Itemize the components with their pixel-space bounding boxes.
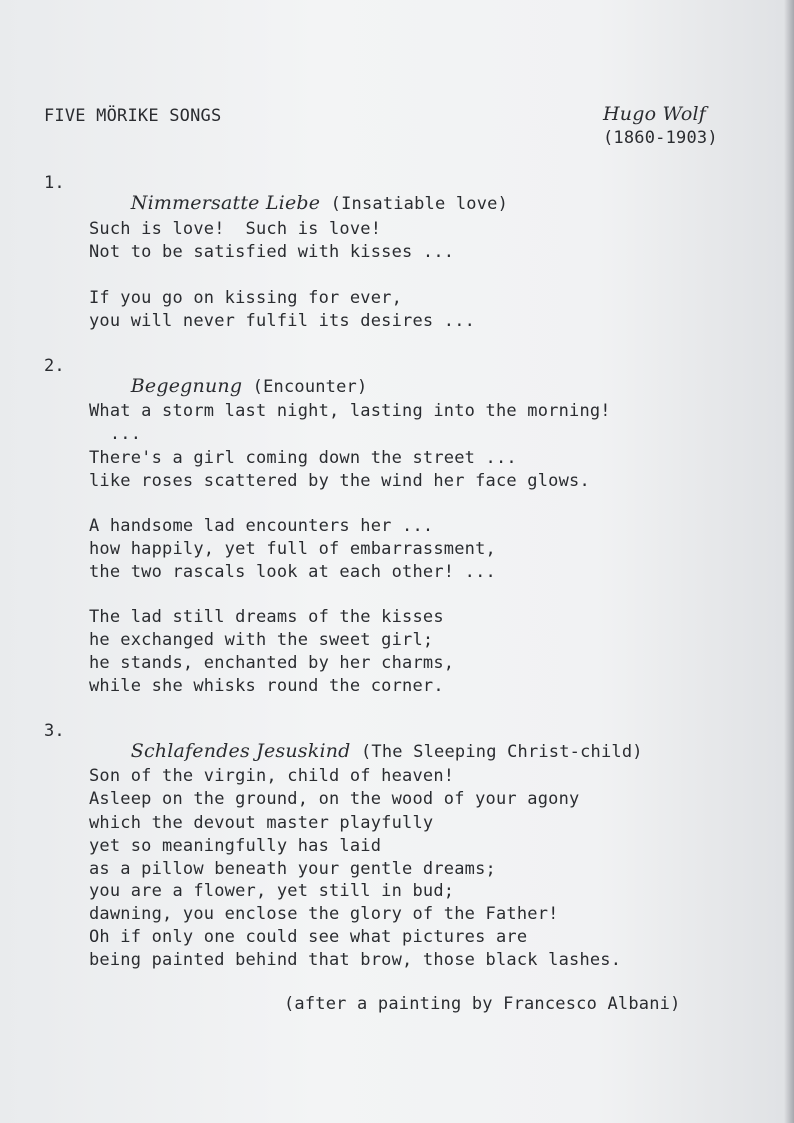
verse-line: he exchanged with the sweet girl; xyxy=(89,630,434,650)
verse-line: dawning, you enclose the glory of the Father! xyxy=(89,904,559,924)
verse-line: What a storm last night, lasting into the morning! xyxy=(89,401,611,421)
verse-line: how happily, yet full of embarrassment, xyxy=(89,539,496,559)
verse-line: while she whisks round the corner. xyxy=(89,676,444,696)
verse-line: If you go on kissing for ever, xyxy=(89,288,403,308)
verse-line: Oh if only one could see what pictures are xyxy=(89,927,528,947)
verse-line: Such is love! Such is love! xyxy=(89,219,382,239)
composer-name: Hugo Wolf xyxy=(603,103,707,125)
verse-line: as a pillow beneath your gentle dreams; xyxy=(89,859,496,879)
song-number: 3. xyxy=(44,721,65,741)
composer-dates: (1860-1903) xyxy=(603,128,718,148)
verse-line: Asleep on the ground, on the wood of your agony xyxy=(89,789,580,809)
verse-line: you are a flower, yet still in bud; xyxy=(89,881,455,901)
verse-line: yet so meaningfully has laid xyxy=(89,836,382,856)
song-title: Schlafendes Jesuskind xyxy=(130,740,351,762)
verse-line: like roses scattered by the wind her face glows. xyxy=(89,471,590,491)
verse-line: he stands, enchanted by her charms, xyxy=(89,653,455,673)
song-number: 2. xyxy=(44,356,65,376)
attribution: (after a painting by Francesco Albani) xyxy=(284,994,681,1014)
song-translation: (Encounter) xyxy=(252,377,368,397)
song-title: Nimmersatte Liebe xyxy=(130,192,321,214)
page-edge-shadow xyxy=(784,0,794,1123)
verse-line: The lad still dreams of the kisses xyxy=(89,607,444,627)
verse-line: ... xyxy=(89,424,142,444)
verse-line: There's a girl coming down the street ... xyxy=(89,448,517,468)
song-translation: (Insatiable love) xyxy=(330,194,509,214)
verse-line: Not to be satisfied with kisses ... xyxy=(89,242,455,262)
verse-line: you will never fulfil its desires ... xyxy=(89,311,476,331)
verse-line: being painted behind that brow, those black lashes. xyxy=(89,950,622,970)
song-number: 1. xyxy=(44,173,65,193)
verse-line: A handsome lad encounters her ... xyxy=(89,516,434,536)
document-title: FIVE MÖRIKE SONGS xyxy=(44,106,222,126)
verse-line: which the devout master playfully xyxy=(89,813,434,833)
song-translation: (The Sleeping Christ-child) xyxy=(360,742,643,762)
verse-line: Son of the virgin, child of heaven! xyxy=(89,766,455,786)
verse-line: the two rascals look at each other! ... xyxy=(89,562,496,582)
song-title: Begegnung xyxy=(130,375,243,397)
